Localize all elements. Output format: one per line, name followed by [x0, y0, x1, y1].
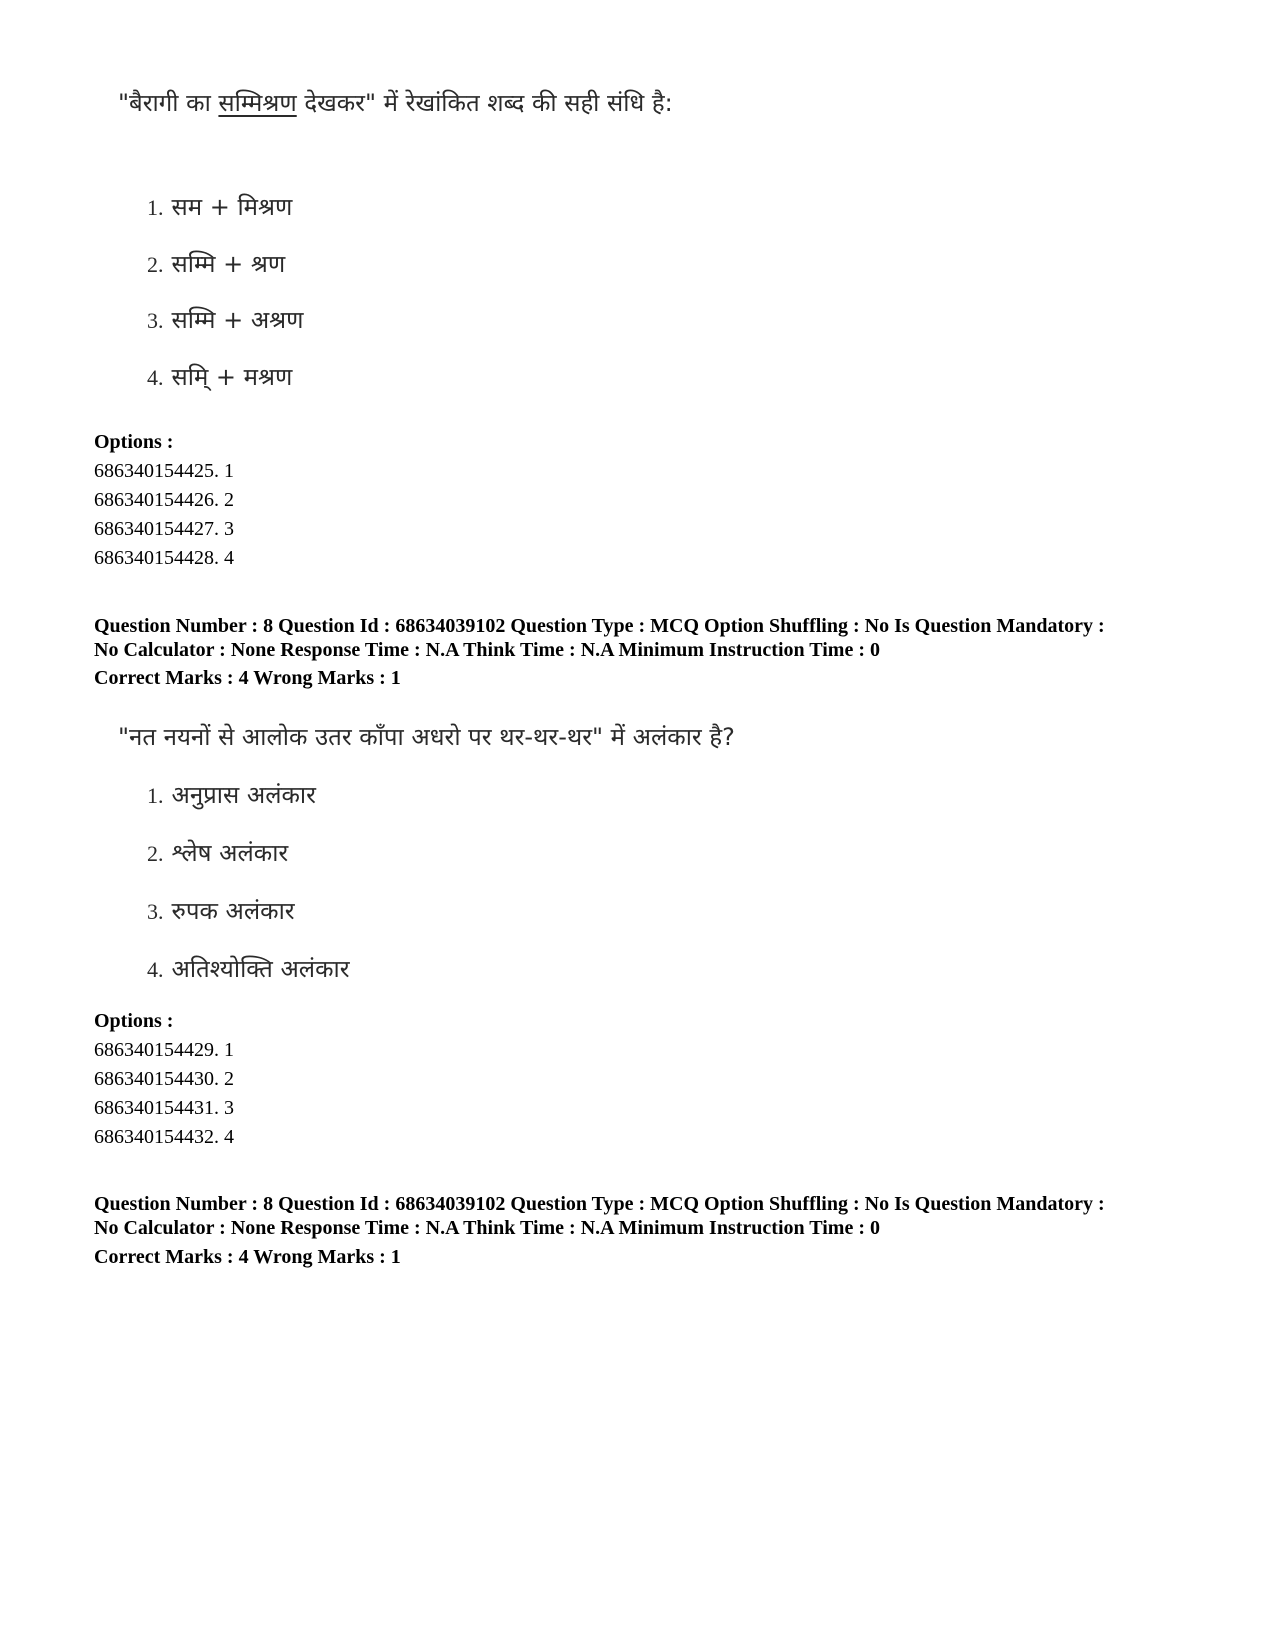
choice-number: 2.	[147, 252, 164, 277]
choice-text: सम + मिश्रण	[171, 193, 293, 221]
question-meta-line2: No Calculator : None Response Time : N.A Think Time : N.A Minimum Instruction Time : 0	[94, 639, 880, 661]
choice-number: 3.	[147, 308, 164, 333]
option-line: 686340154425. 1	[94, 460, 234, 482]
question-meta-line1: Question Number : 8 Question Id : 68634039102 Question Type : MCQ Option Shuffling : No Is Question Mandatory :	[94, 1193, 1105, 1215]
choice-number: 2.	[147, 841, 164, 866]
choice-number: 1.	[147, 783, 164, 808]
choice-number: 4.	[147, 957, 164, 982]
choice-number: 3.	[147, 899, 164, 924]
choice-item	[147, 305, 304, 336]
option-line: 686340154426. 2	[94, 489, 234, 511]
underlined-word: सम्मिश्रण	[218, 89, 297, 117]
option-line: 686340154432. 4	[94, 1126, 234, 1148]
choice-item	[147, 954, 350, 985]
question-marks: Correct Marks : 4 Wrong Marks : 1	[94, 1246, 401, 1268]
choice-text: अतिश्योक्ति अलंकार	[171, 955, 350, 983]
choice-text: रुपक अलंकार	[171, 897, 295, 925]
option-line: 686340154430. 2	[94, 1068, 234, 1090]
question-meta-line2: No Calculator : None Response Time : N.A Think Time : N.A Minimum Instruction Time : 0	[94, 1217, 880, 1239]
choice-item	[147, 192, 292, 223]
choice-text: श्लेष अलंकार	[171, 839, 289, 867]
choice-item	[147, 362, 292, 393]
choice-text: समि् + मश्रण	[171, 363, 293, 391]
choice-text: सम्मि + श्रण	[171, 250, 286, 278]
question-meta-line1: Question Number : 8 Question Id : 68634039102 Question Type : MCQ Option Shuffling : No Is Question Mandatory :	[94, 615, 1105, 637]
choice-item	[147, 780, 316, 811]
question-text-end: देखकर" में रेखांकित शब्द की सही संधि है:	[296, 89, 673, 117]
options-label: Options :	[94, 431, 174, 453]
choice-text: सम्मि + अश्रण	[171, 306, 304, 334]
option-line: 686340154431. 3	[94, 1097, 234, 1119]
choice-number: 1.	[147, 195, 164, 220]
options-label: Options :	[94, 1010, 174, 1032]
choice-item	[147, 896, 295, 927]
option-line: 686340154428. 4	[94, 547, 234, 569]
option-line: 686340154429. 1	[94, 1039, 234, 1061]
choice-item	[147, 838, 288, 869]
choice-number: 4.	[147, 365, 164, 390]
question-text: "नत नयनों से आलोक उतर काँपा अधरो पर थर-थर-थर" में अलंकार है?	[118, 723, 735, 751]
choice-text: अनुप्रास अलंकार	[171, 781, 316, 809]
question-marks: Correct Marks : 4 Wrong Marks : 1	[94, 667, 401, 689]
question-text-start: "बैरागी का	[118, 89, 219, 117]
option-line: 686340154427. 3	[94, 518, 234, 540]
question-text	[118, 88, 673, 118]
choice-item	[147, 249, 285, 280]
